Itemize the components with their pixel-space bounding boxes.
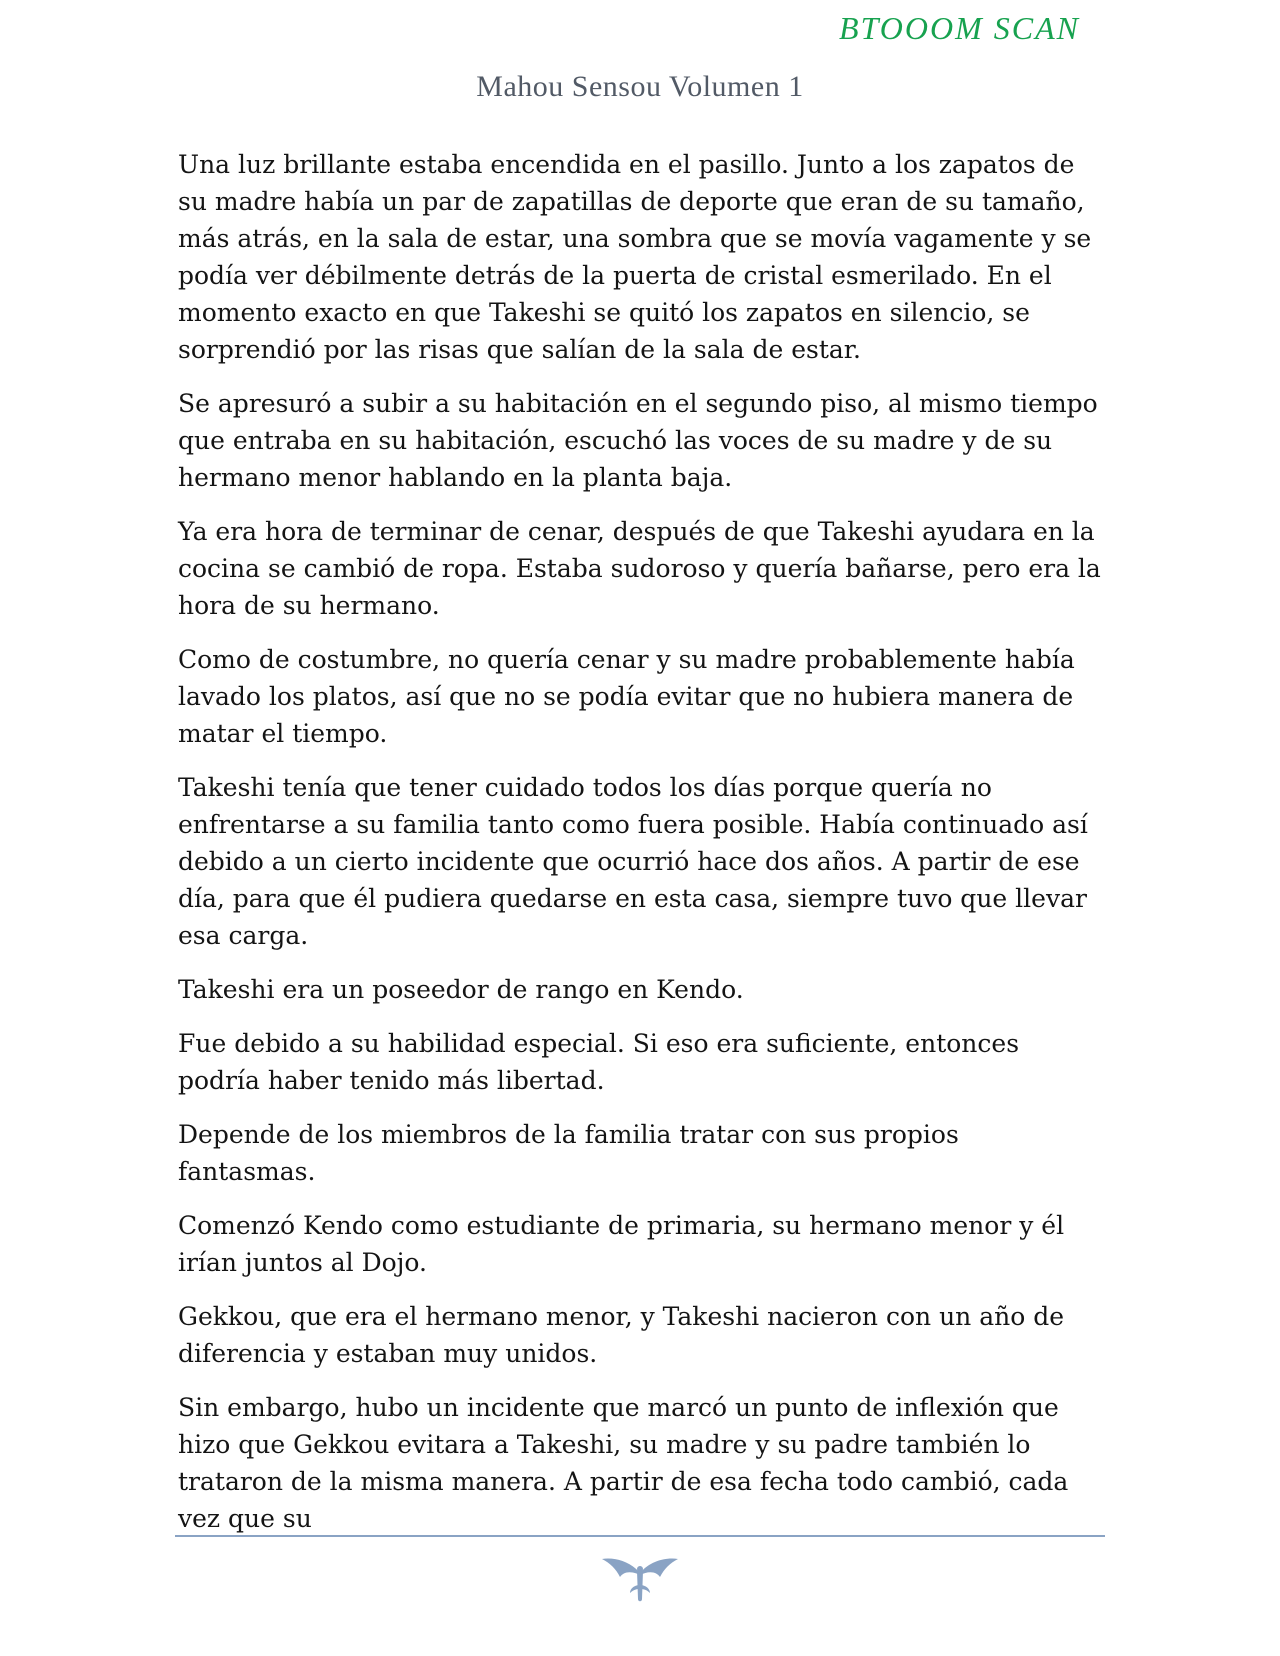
paragraph: Ya era hora de terminar de cenar, después de que Takeshi ayudara en la cocina se cambió de ropa. Estaba sudoroso y quería bañarse, pero era la hora de su hermano. xyxy=(178,517,1101,620)
paragraph: Takeshi era un poseedor de rango en Kendo. xyxy=(178,975,744,1004)
paragraph: Se apresuró a subir a su habitación en el segundo piso, al mismo tiempo que entraba en su habitación, escuchó las voces de su madre y de su hermano menor hablando en la planta baja. xyxy=(178,389,1098,492)
paragraph: Gekkou, que era el hermano menor, y Takeshi nacieron con un año de diferencia y estaban muy unidos. xyxy=(178,1302,1065,1368)
paragraph: Una luz brillante estaba encendida en el pasillo. Junto a los zapatos de su madre había un par de zapatillas de deporte que eran de su tamaño, más atrás, en la sala de estar, una sombra que se movía vagamente y se podía ver débilmente detrás de la puerta de cristal esmerilado. En el momento exacto en que Takeshi se quitó los zapatos en silencio, se sorprendió por las risas que salían de la sala de estar. xyxy=(178,150,1092,364)
paragraph: Comenzó Kendo como estudiante de primaria, su hermano menor y él irían juntos al Dojo. xyxy=(178,1211,1065,1277)
paragraph: Como de costumbre, no quería cenar y su madre probablemente había lavado los platos, así que no se podía evitar que no hubiera manera de matar el tiempo. xyxy=(178,645,1075,748)
paragraph: Depende de los miembros de la familia tratar con sus propios fantasmas. xyxy=(178,1120,959,1186)
scanlator-watermark: BTOOOM SCAN xyxy=(839,10,1080,46)
chapter-body xyxy=(178,146,1102,1554)
page-header-title: Mahou Sensou Volumen 1 xyxy=(476,70,804,103)
paragraph: Takeshi tenía que tener cuidado todos los días porque quería no enfrentarse a su familia tanto como fuera posible. Había continuado así debido a un cierto incidente que ocurrió hace dos años. A partir de ese día, para que él pudiera quedarse en esta casa, siempre tuvo que llevar esa carga. xyxy=(178,773,1088,950)
paragraph: Fue debido a su habilidad especial. Si eso era suficiente, entonces podría haber tenido más libertad. xyxy=(178,1029,1020,1095)
fleuron-icon xyxy=(600,1551,680,1607)
paragraph: Sin embargo, hubo un incidente que marcó un punto de inflexión que hizo que Gekkou evitara a Takeshi, su madre y su padre también lo trataron de la misma manera. A partir de esa fecha todo cambió, cada vez que su xyxy=(178,1393,1069,1533)
footer-divider xyxy=(175,1535,1105,1537)
